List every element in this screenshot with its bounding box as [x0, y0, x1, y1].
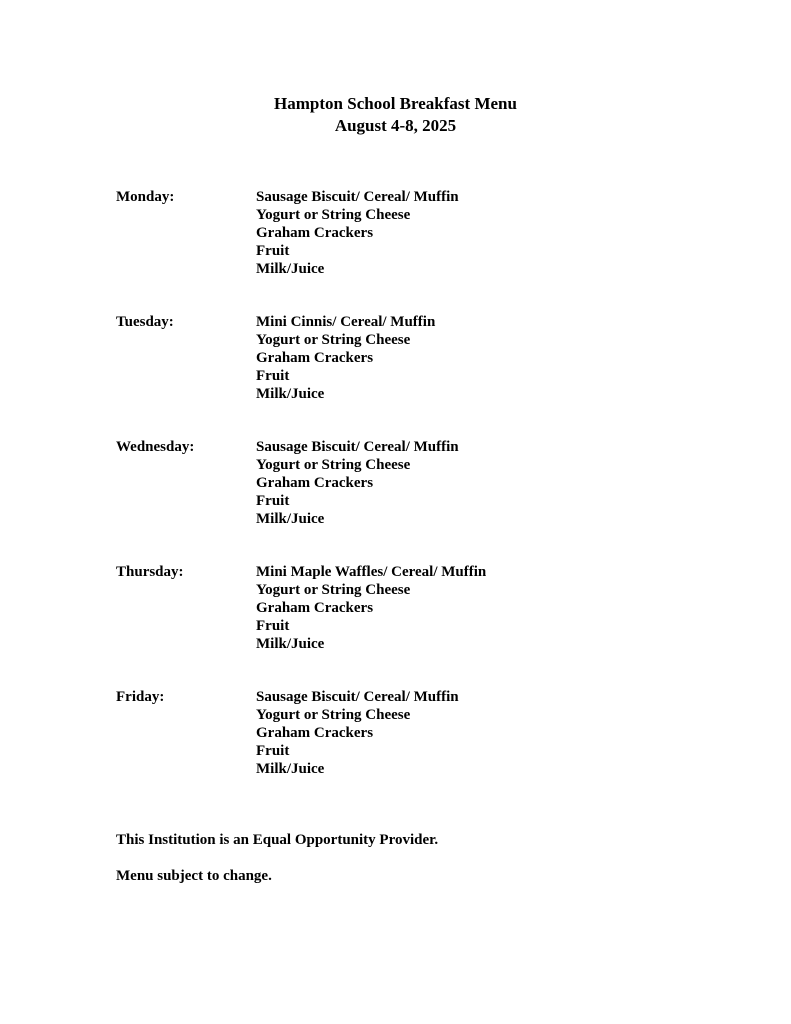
- menu-item: Graham Crackers: [256, 725, 374, 741]
- page-title: Hampton School Breakfast Menu: [274, 94, 517, 113]
- menu-items-wednesday: [256, 438, 459, 528]
- menu-item: Yogurt or String Cheese: [256, 582, 411, 598]
- day-label-thursday: Thursday:: [116, 564, 184, 580]
- menu-disclaimer: Menu subject to change.: [116, 868, 272, 884]
- menu-item: Milk/Juice: [256, 636, 325, 652]
- menu-item: Sausage Biscuit/ Cereal/ Muffin: [256, 189, 459, 205]
- menu-items-monday: [256, 188, 459, 278]
- menu-item: Yogurt or String Cheese: [256, 707, 411, 723]
- menu-item: Graham Crackers: [256, 600, 374, 616]
- menu-item: Sausage Biscuit/ Cereal/ Muffin: [256, 439, 459, 455]
- menu-item: Milk/Juice: [256, 511, 325, 527]
- menu-item: Yogurt or String Cheese: [256, 332, 411, 348]
- menu-item: Yogurt or String Cheese: [256, 457, 411, 473]
- day-label-wednesday: Wednesday:: [116, 439, 195, 455]
- date-range: August 4-8, 2025: [334, 116, 457, 135]
- menu-items-thursday: [256, 563, 486, 653]
- menu-item: Fruit: [256, 368, 290, 384]
- menu-items-friday: [256, 688, 459, 778]
- menu-item: Sausage Biscuit/ Cereal/ Muffin: [256, 689, 459, 705]
- menu-item: Fruit: [256, 618, 290, 634]
- menu-item: Fruit: [256, 743, 290, 759]
- equal-opportunity-statement: This Institution is an Equal Opportunity Provider.: [116, 832, 439, 848]
- menu-items-tuesday: [256, 313, 435, 403]
- menu-item: Fruit: [256, 243, 290, 259]
- menu-item: Mini Maple Waffles/ Cereal/ Muffin: [256, 564, 487, 580]
- day-label-friday: Friday:: [116, 689, 165, 705]
- menu-item: Mini Cinnis/ Cereal/ Muffin: [256, 314, 436, 330]
- menu-item: Fruit: [256, 493, 290, 509]
- menu-item: Milk/Juice: [256, 261, 325, 277]
- menu-item: Milk/Juice: [256, 761, 325, 777]
- menu-item: Milk/Juice: [256, 386, 325, 402]
- menu-item: Graham Crackers: [256, 225, 374, 241]
- menu-item: Graham Crackers: [256, 350, 374, 366]
- day-label-monday: Monday:: [116, 189, 175, 205]
- menu-item: Graham Crackers: [256, 475, 374, 491]
- day-label-tuesday: Tuesday:: [116, 314, 174, 330]
- menu-item: Yogurt or String Cheese: [256, 207, 411, 223]
